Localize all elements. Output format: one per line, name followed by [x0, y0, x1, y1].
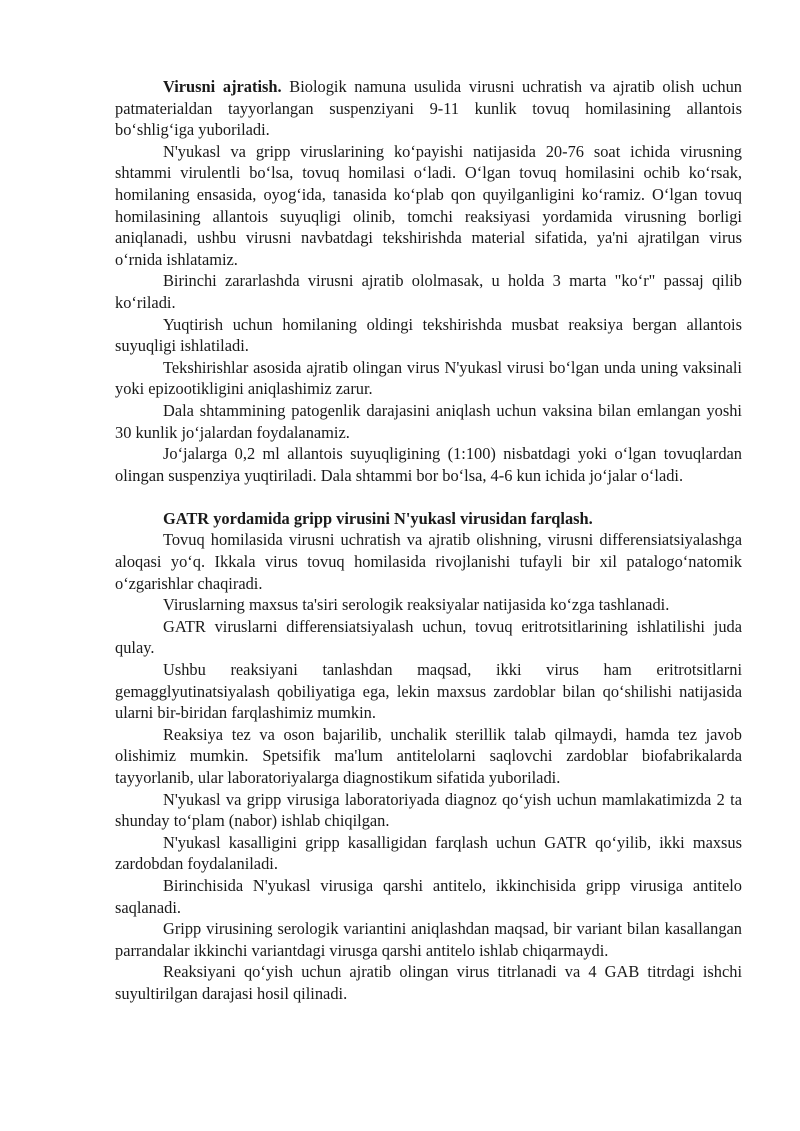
paragraph: Tekshirishlar asosida ajratib olingan virus N'yukasl virusi bo‘lgan unda uning vaksinali yoki epizootikligini aniqlashimiz zarur. [115, 357, 742, 399]
paragraph: N'yukasl kasalligini gripp kasalligidan farqlash uchun GATR qo‘yilib, ikki maxsus zardobdan foydalaniladi. [115, 832, 742, 874]
paragraph: N'yukasl va gripp viruslarining ko‘payishi natijasida 20-76 soat ichida virusning shtammi virulentli bo‘lsa, tovuq homilasi o‘ladi. O‘lgan tovuq homilasini ochib ko‘rsak, homilaning ensasida, oyog‘ida, tanasida ko‘plab qon quyilganligini ko‘ramiz. O‘lgan tovuq homilasining allantois suyuqligi olinib, tomchi reaksiyasi yordamida virusning borligi aniqlanadi, ushbu virusni navbatdagi tekshirishda material sifatida, ya'ni ajratilgan virus o‘rnida ishlatamiz. [115, 141, 742, 269]
paragraph: Viruslarning maxsus ta'siri serologik reaksiyalar natijasida ko‘zga tashlanadi. [163, 595, 670, 615]
paragraph: Reaksiya tez va oson bajarilib, unchalik sterillik talab qilmaydi, hamda tez javob olishimiz mumkin. Spetsifik ma'lum antitelolarni saqlovchi zardoblar biofabrikalarda tayyorlanib, ular laboratoriyalarga diagnostikum sifatida yuboriladi. [115, 724, 742, 787]
paragraph: Ushbu reaksiyani tanlashdan maqsad, ikki virus ham eritrotsitlarni gemagglyutinatsiyalash qobiliyatiga ega, lekin maxsus zardoblar bilan qo‘shilishi natijasida ularni bir-biridan farqlashimiz mumkin. [115, 660, 742, 723]
section-heading: GATR yordamida gripp virusini N'yukasl virusidan farqlash. [163, 508, 593, 528]
paragraph: Reaksiyani qo‘yish uchun ajratib olingan virus titrlanadi va 4 GAB titrdagi ishchi suyultirilgan darajasi hosil qilinadi. [115, 962, 742, 1003]
paragraph: Dala shtammining patogenlik darajasini aniqlash uchun vaksina bilan emlangan yoshi 30 kunlik jo‘jalardan foydalanamiz. [115, 400, 742, 442]
paragraph: Birinchi zararlashda virusni ajratib ololmasak, u holda 3 marta "ko‘r" passaj qilib ko‘riladi. [115, 271, 742, 312]
paragraph: Jo‘jalarga 0,2 ml allantois suyuqligining (1:100) nisbatdagi yoki o‘lgan tovuqlardan olingan suspenziya yuqtiriladi. Dala shtammi bor bo‘lsa, 4-6 kun ichida jo‘jalar o‘ladi. [115, 444, 742, 485]
paragraph: Birinchisida N'yukasl virusiga qarshi antitelo, ikkinchisida gripp virusiga antitelo saqlanadi. [115, 875, 742, 917]
paragraph: Yuqtirish uchun homilaning oldingi tekshirishda musbat reaksiya bergan allantois suyuqligi ishlatiladi. [115, 314, 742, 356]
paragraph: GATR viruslarni differensiatsiyalash uchun, tovuq eritrotsitlarining ishlatilishi juda qulay. [115, 616, 742, 658]
paragraph: N'yukasl va gripp virusiga laboratoriyada diagnoz qo‘yish uchun mamlakatimizda 2 ta shunday to‘plam (nabor) ishlab chiqilgan. [115, 789, 742, 831]
document-page [115, 76, 742, 1005]
paragraph: Gripp virusining serologik variantini aniqlashdan maqsad, bir variant bilan kasallangan parrandalar ikkinchi variantdagi virusga qarshi antitelo ishlab chiqarmaydi. [115, 919, 742, 960]
paragraph: Tovuq homilasida virusni uchratish va ajratib olishning, virusni differensiatsiyalashga aloqasi yo‘q. Ikkala virus tovuq homilasida rivojlanishi tufayli bir xil patalogo‘natomik o‘zgarishlar chaqiradi. [115, 530, 742, 593]
paragraph-text: Biologik namuna usulida virusni uchratish va ajratib olish uchun patmaterialdan tayyorlangan suspenziyani 9-11 kunlik tovuq homilasining allantois bo‘shlig‘iga yuboriladi. [115, 77, 742, 140]
section-lead-title: Virusni ajratish. [163, 77, 282, 96]
paragraph-virus-isolation [115, 76, 742, 141]
section-spacer [115, 486, 742, 508]
